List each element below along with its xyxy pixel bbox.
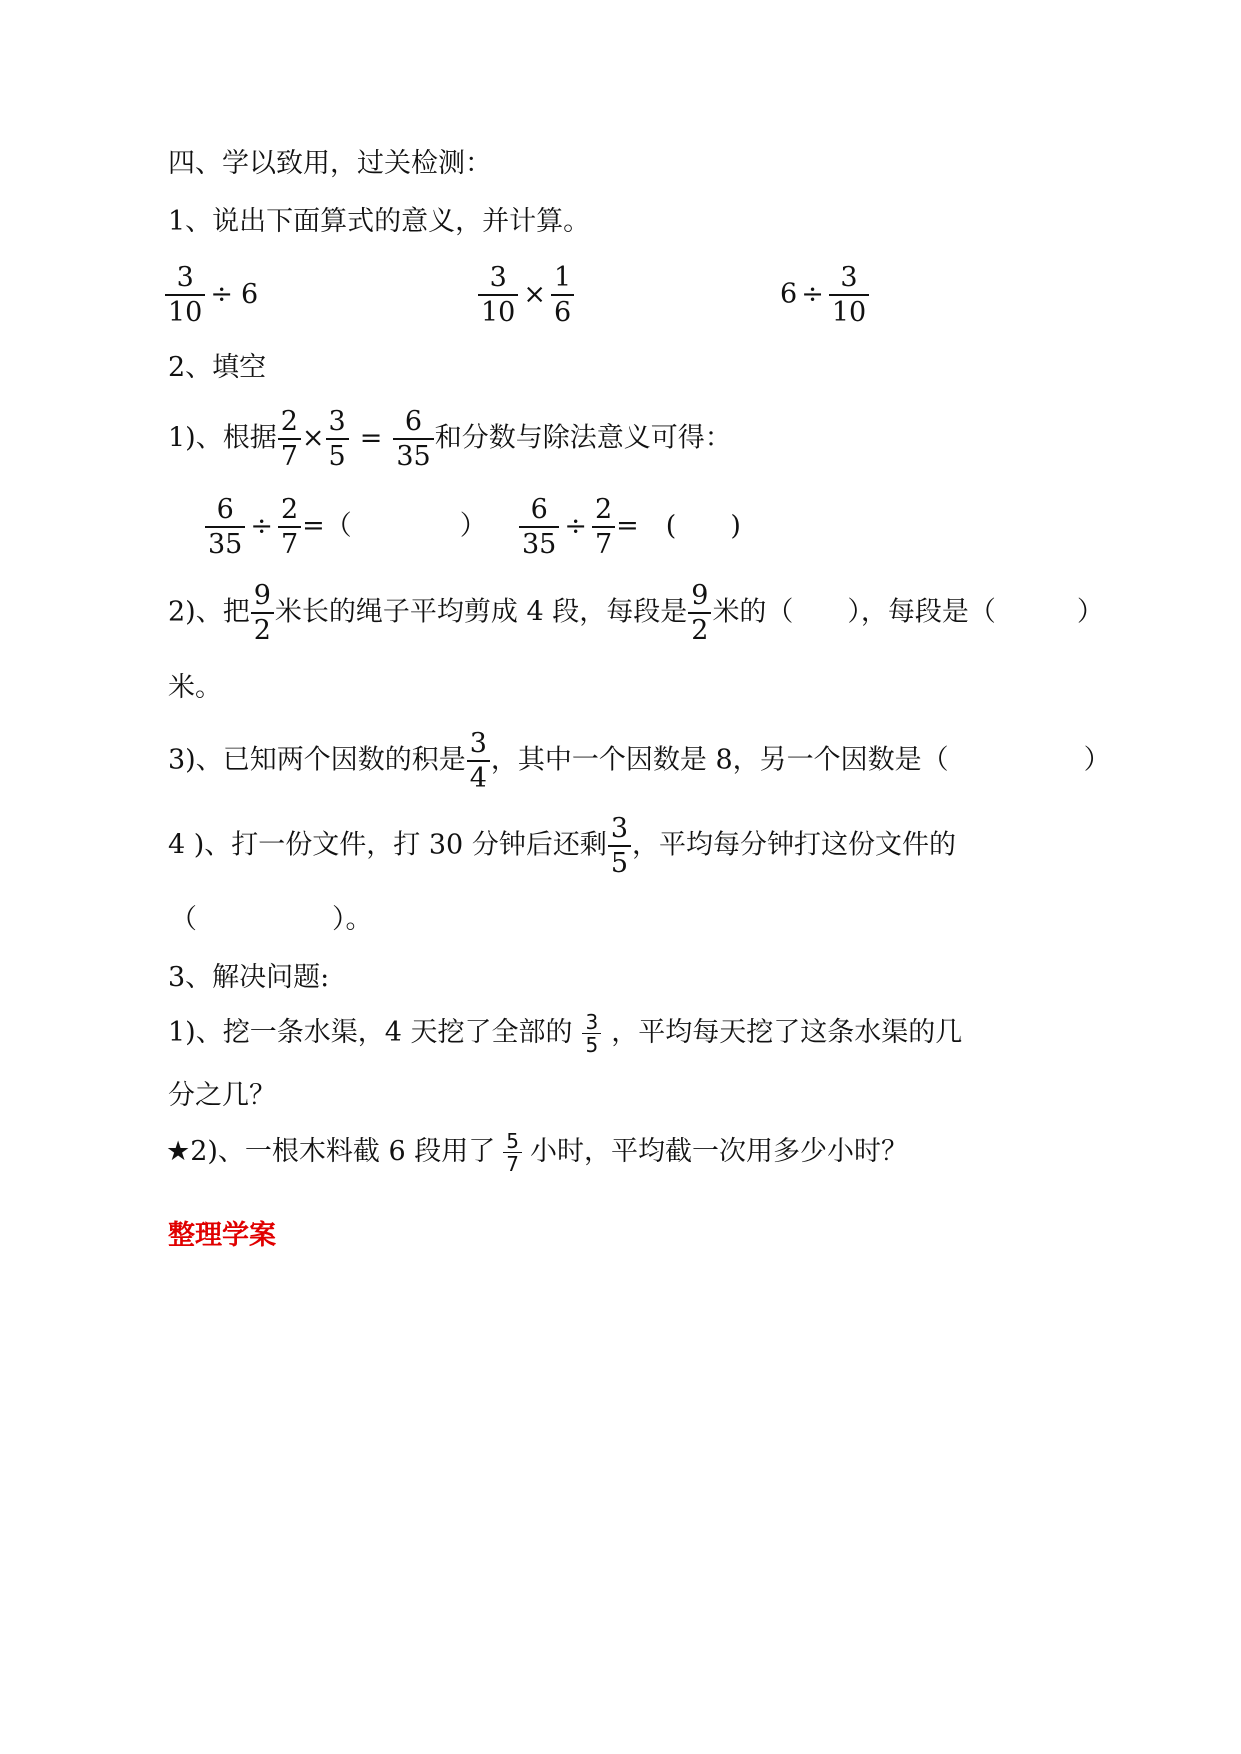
q2-part-4-line-2: （ ）。: [170, 904, 373, 935]
integer: 6: [780, 278, 798, 310]
times-sign: ×: [301, 422, 325, 454]
fraction: $\frac{3}{10}$: [829, 264, 869, 326]
divide-sign: ÷: [250, 510, 273, 542]
divide-sign: ÷: [564, 510, 587, 542]
q2-part-1: 1)、根据 $\frac{2}{7}$ × $\frac{3}{5}$ = $\frac{6}{35}$ 和分数与除法意义可得：: [168, 406, 732, 472]
fraction: $\frac{2}{7}$: [278, 496, 301, 558]
times-sign: ×: [523, 278, 546, 310]
fraction: $\frac{3}{5}$: [608, 815, 631, 877]
fraction: $\frac{6}{35}$: [519, 496, 559, 558]
divide-sign: ÷: [801, 278, 824, 310]
fraction: $\frac{3}{10}$: [165, 264, 205, 326]
question-1-title: 1、说出下面算式的意义，并计算。: [168, 206, 591, 237]
section-title: 四、学以致用，过关检测：: [168, 148, 492, 179]
fraction: $\frac{6}{35}$: [393, 408, 433, 470]
q2-part-2: 2)、把 $\frac{9}{2}$ 米长的绳子平均剪成 4 段，每段是 $\frac{9}{2}$ 米的（ ），每段是（ ）: [168, 580, 1104, 646]
fraction: $\frac{9}{2}$: [251, 582, 274, 644]
fraction: $\frac{3}{5}$: [326, 408, 349, 470]
question-2-title: 2、填空: [168, 352, 267, 383]
q2-part-3: 3)、已知两个因数的积是 $\frac{3}{4}$ ，其中一个因数是 8，另一个因数是（ ）: [168, 728, 1111, 794]
equals-sign: =: [359, 422, 383, 454]
star-icon: ★: [166, 1136, 191, 1167]
q3-part-1-line-2: 分之几？: [168, 1080, 276, 1111]
q3-part-2: ★2)、一根木料截 6 段用了 $\frac{5}{7}$ 小时，平均截一次用多少小时？: [166, 1129, 909, 1176]
answer-blank: = ( ): [616, 510, 741, 542]
footer-heading: 整理学案: [168, 1220, 276, 1251]
question-3-title: 3、解决问题:: [168, 962, 330, 993]
q1-expression-1: [164, 264, 262, 326]
fraction: $\frac{3}{4}$: [467, 730, 490, 792]
q2-p1-expression-2: [518, 496, 741, 558]
fraction: $\frac{2}{7}$: [278, 408, 301, 470]
answer-blank: =（ ）: [302, 510, 487, 542]
fraction: $\frac{6}{35}$: [205, 496, 245, 558]
fraction: $\frac{3}{5}$: [582, 1012, 601, 1055]
fraction: $\frac{5}{7}$: [503, 1131, 522, 1174]
divide-sign: ÷: [210, 278, 233, 310]
q2-part-2-line-2: 米。: [168, 672, 222, 703]
integer: 6: [240, 278, 259, 310]
q2-p1-expression-1: [204, 496, 487, 558]
q1-expression-2: [477, 264, 575, 326]
fraction: $\frac{1}{6}$: [551, 264, 574, 326]
fraction: $\frac{9}{2}$: [688, 582, 711, 644]
fraction: $\frac{3}{10}$: [478, 264, 518, 326]
q3-part-1: 1)、挖一条水渠，4 天挖了全部的 $\frac{3}{5}$ ，平均每天挖了这条水渠的几: [168, 1010, 963, 1057]
q2-part-4: 4 )、打一份文件，打 30 分钟后还剩 $\frac{3}{5}$ ，平均每分钟打这份文件的: [168, 813, 957, 879]
q1-expression-3: [780, 264, 870, 326]
fraction: $\frac{2}{7}$: [592, 496, 615, 558]
